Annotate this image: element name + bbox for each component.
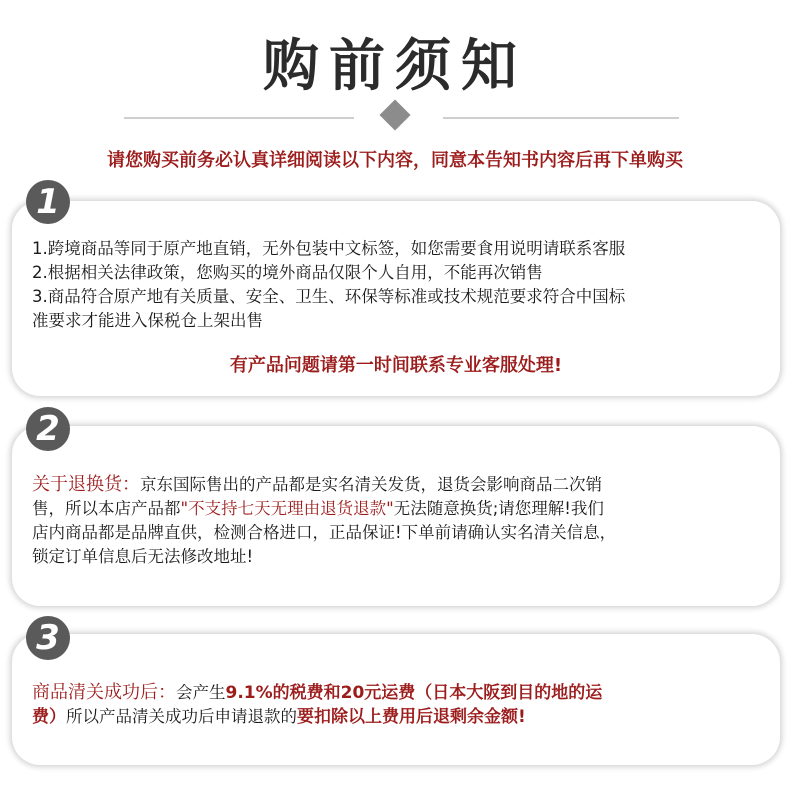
notice-line: 锁定订单信息后无法修改地址! [32,547,254,566]
section-number-3: 3 [26,616,70,660]
return-heading: 关于退换货： [32,474,140,495]
notice-line: 1.跨境商品等同于原产地直销，无外包装中文标签，如您需要食用说明请联系客服 [32,239,626,258]
notice-line: 准要求才能进入保税仓上架出售 [32,311,263,330]
clearance-heading: 商品清关成功后： [32,682,176,703]
notice-card-3 [12,634,780,765]
notice-line [32,681,762,705]
notice-text-3 [32,681,762,729]
diamond-icon [379,99,410,130]
subtitle: 请您购买前务必认真详细阅读以下内容，同意本告知书内容后再下单购买 [107,150,683,171]
clearance-text: 所以产品清关成功后申请退款的 [66,707,297,726]
notice-line [32,705,762,729]
notice-card-2 [12,426,780,606]
section-number-1: 1 [26,180,70,224]
service-note: 有产品问题请第一时间联系专业客服处理! [229,355,563,376]
section-number-2: 2 [26,407,70,451]
clearance-text: 会产生 [176,683,226,702]
notice-line: 2.根据相关法律政策，您购买的境外商品仅限个人自用，不能再次销售 [32,263,543,282]
notice-line: 店内商品都是品牌直供，检测合格进口，正品保证!下单前请确认实名清关信息， [32,523,617,542]
fee-highlight: 费） [32,707,66,727]
deduction-highlight: 要扣除以上费用后退剩余金额! [297,707,526,727]
no-return-highlight: "不支持七天无理由退货退款" [180,499,394,518]
return-text: 无法随意换货;请您理解!我们 [393,499,604,518]
fee-highlight: 9.1%的税费和20元运费（日本大阪到目的地的运 [225,683,603,703]
notice-text-2 [32,473,762,569]
notice-line [32,497,762,521]
page-title: 购前须知 [263,34,527,99]
notice-line [32,473,762,497]
notice-line: 3.商品符合原产地有关质量、安全、卫生、环保等标准或技术规范要求符合中国标 [32,287,626,306]
return-text: 售，所以本店产品都 [32,499,181,518]
title-divider-right [443,117,679,119]
notice-card-1 [12,201,780,396]
return-text: 京东国际售出的产品都是实名清关发货，退货会影响商品二次销 [140,475,602,494]
title-divider-left [124,117,354,119]
notice-text-1 [32,237,762,333]
